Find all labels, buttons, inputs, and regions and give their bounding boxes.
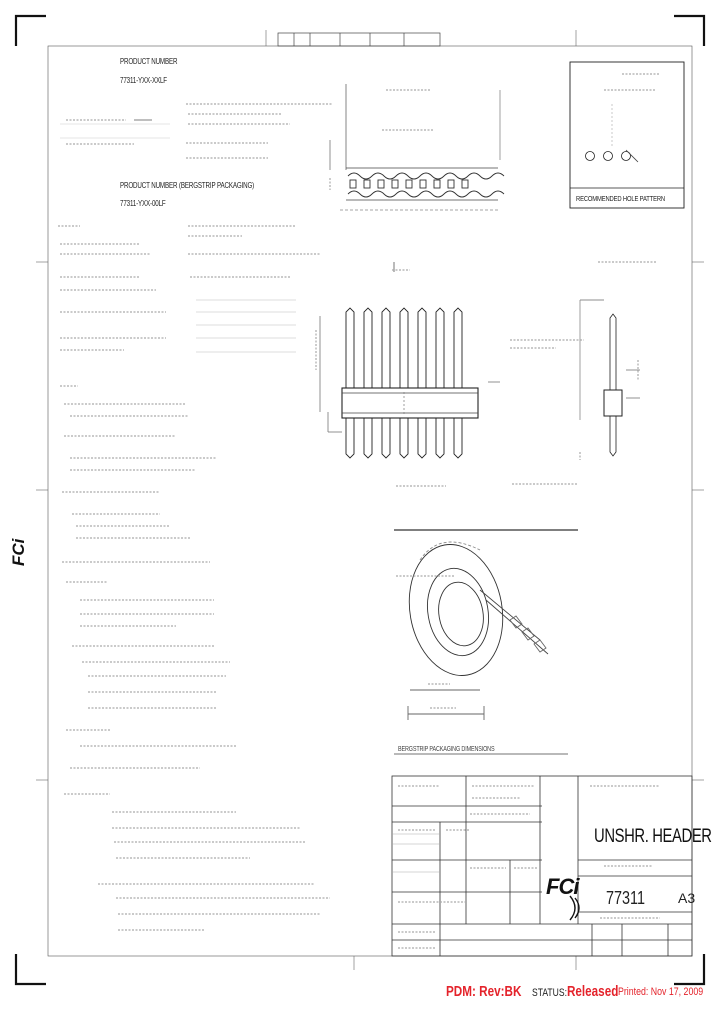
fci-logo: FCi xyxy=(546,874,579,899)
bergstrip-dimensions-title: BERGSTRIP PACKAGING DIMENSIONS xyxy=(398,746,495,753)
product-number-heading: PRODUCT NUMBER xyxy=(120,57,178,66)
title-block-number: 77311 xyxy=(606,888,645,908)
title-block-size: A3 xyxy=(678,890,696,906)
hole-pattern-label: RECOMMENDED HOLE PATTERN xyxy=(576,194,666,203)
footer-status-value: Released xyxy=(566,983,619,1000)
fci-logo-arcs xyxy=(566,894,586,924)
footer-status xyxy=(532,983,618,1000)
footer-pdm: PDM: Rev:BK xyxy=(446,983,522,1000)
product-number-code: 77311-YXX-XXLF xyxy=(120,76,167,85)
footer-status-label: STATUS: xyxy=(532,987,567,999)
footer-printed: Printed: Nov 17, 2009 xyxy=(618,986,704,998)
bergstrip-product-number-code: 77311-YXX-00LF xyxy=(120,199,166,208)
side-fci-logo: FCi xyxy=(9,538,28,566)
bergstrip-product-number-heading: PRODUCT NUMBER (BERGSTRIP PACKAGING) xyxy=(120,181,255,190)
title-block-title: UNSHR. HEADER xyxy=(594,826,712,847)
